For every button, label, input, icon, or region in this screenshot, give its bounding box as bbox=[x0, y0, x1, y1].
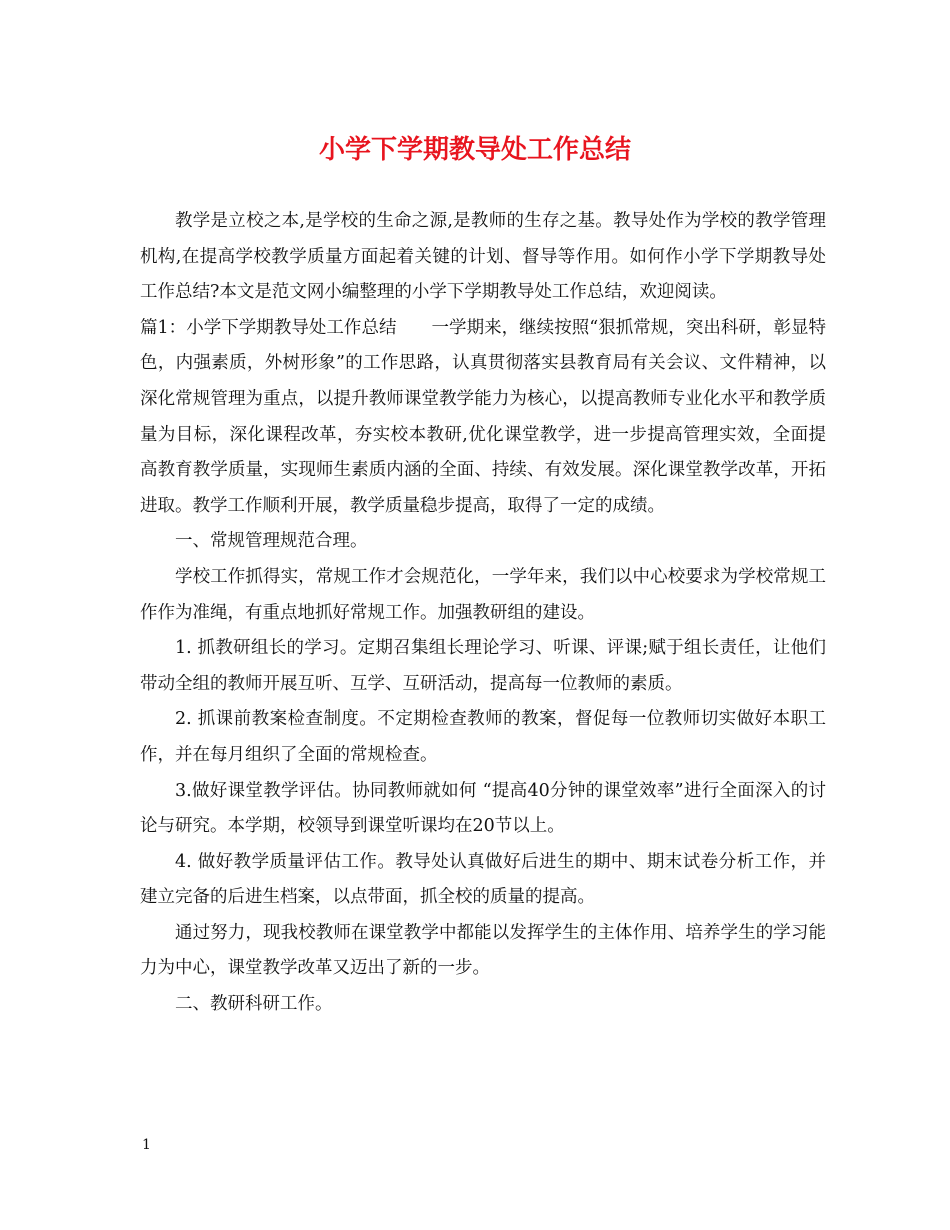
list-item-1: 1. 抓教研组长的学习。定期召集组长理论学习、听课、评课;赋于组长责任，让他们带动全组的教师开展互听、互学、互研活动，提高每一位教师的素质。 bbox=[140, 638, 826, 694]
page-number: 1 bbox=[142, 1137, 151, 1153]
body-paragraph: 学校工作抓得实，常规工作才会规范化，一学年来，我们以中心校要求为学校常规工作作为准绳，有重点地抓好常规工作。加强教研组的建设。 bbox=[140, 566, 826, 623]
list-item-3: 3.做好课堂教学评估。协同教师就如何 “提高40分钟的课堂效率”进行全面深入的讨论与研究。本学期，校领导到课堂听课均在20节以上。 bbox=[140, 780, 826, 837]
document-title: 小学下学期教导处工作总结 bbox=[318, 135, 631, 165]
intro-paragraph: 教学是立校之本,是学校的生命之源,是教师的生存之基。教导处作为学校的教学管理机构,在提高学校教学质量方面起着关键的计划、督导等作用。如何作小学下学期教导处工作总结?本文是范文网小编整理的小学下学期教导处工作总结，欢迎阅读。 bbox=[140, 211, 826, 303]
article-paragraph-1: 篇1：小学下学期教导处工作总结 一学期来，继续按照“狠抓常规，突出科研，彰显特色，内强素质，外树形象”的工作思路，认真贯彻落实县教育局有关会议、文件精神，以深化常规管理为重点，以提升教师课堂教学能力为核心，以提高教师专业化水平和教学质量为目标，深化课程改革，夯实校本教研,优化课堂教学，进一步提高管理实效，全面提高教育教学质量，实现师生素质内涵的全面、持续、有效发展。深化课堂教学改革，开拓进取。教学工作顺利开展，教学质量稳步提高，取得了一定的成绩。 bbox=[140, 317, 826, 516]
body-paragraph: 通过努力，现我校教师在课堂教学中都能以发挥学生的主体作用、培养学生的学习能力为中心，课堂教学改革又迈出了新的一步。 bbox=[140, 922, 826, 979]
list-item-4: 4. 做好教学质量评估工作。教导处认真做好后进生的期中、期末试卷分析工作，并建立完备的后进生档案，以点带面，抓全校的质量的提高。 bbox=[140, 851, 826, 908]
section-heading-1: 一、常规管理规范合理。 bbox=[175, 531, 368, 552]
section-heading-2: 二、教研科研工作。 bbox=[175, 994, 333, 1015]
document-body bbox=[140, 204, 826, 1023]
list-item-2: 2. 抓课前教案检查制度。不定期检查教师的教案，督促每一位教师切实做好本职工作，并在每月组织了全面的常规检查。 bbox=[140, 709, 826, 765]
